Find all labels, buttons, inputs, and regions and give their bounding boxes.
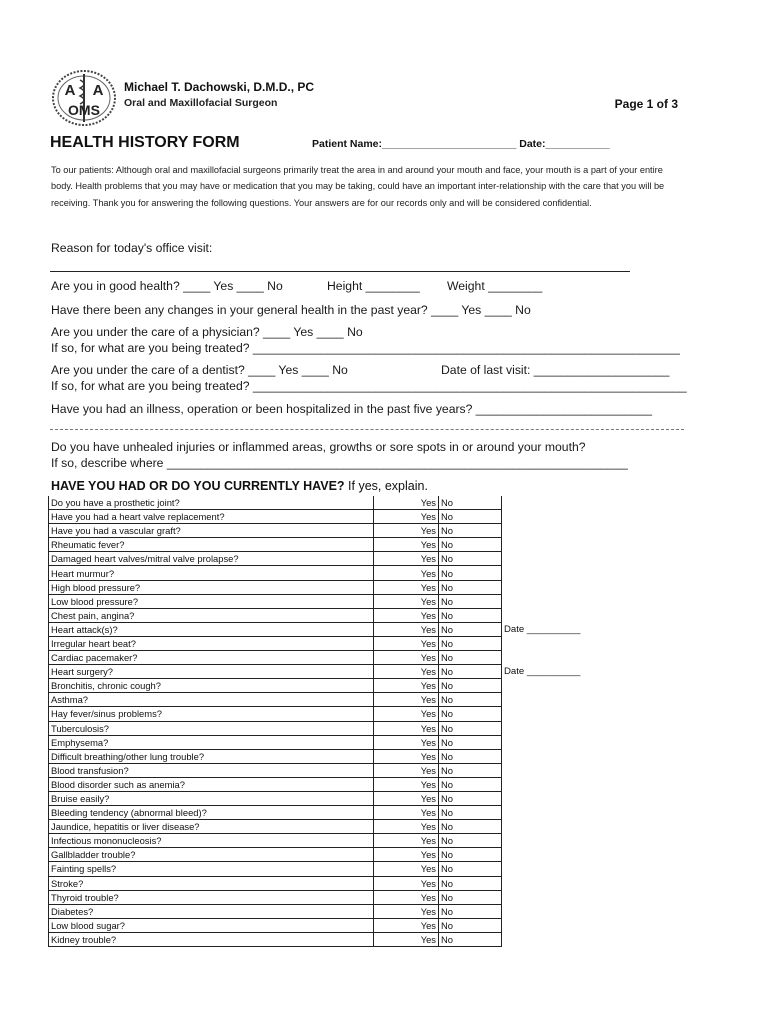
condition-label: Fainting spells?: [49, 862, 374, 876]
physician-treatment-field[interactable]: If so, for what are you being treated? _______________________________________________________________: [51, 341, 680, 355]
condition-yes-blank[interactable]: Yes: [374, 777, 439, 791]
condition-row: [49, 890, 502, 904]
condition-no-blank[interactable]: No: [439, 651, 502, 665]
condition-no-blank[interactable]: No: [439, 622, 502, 636]
condition-label: Jaundice, hepatitis or liver disease?: [49, 820, 374, 834]
condition-row: [49, 510, 502, 524]
condition-label: Gallbladder trouble?: [49, 848, 374, 862]
condition-no-blank[interactable]: No: [439, 820, 502, 834]
condition-row: [49, 918, 502, 932]
condition-yes-blank[interactable]: Yes: [374, 876, 439, 890]
doctor-title: Oral and Maxillofacial Surgeon: [124, 97, 278, 109]
intro-paragraph: To our patients: Although oral and maxillofacial surgeons primarily treat the area in and around your mouth and face, your mouth is a part of your entire body. Health problems that you may have or medication that you may be taking, could have an important inter-relationship with the care that you will be receiving. Thank you for answering the following questions. Your answers are for our records only and will be considered confidential.: [51, 165, 665, 208]
conditions-table: [48, 496, 502, 947]
condition-yes-blank[interactable]: Yes: [374, 820, 439, 834]
condition-label: Blood disorder such as anemia?: [49, 777, 374, 791]
condition-yes-blank[interactable]: Yes: [374, 763, 439, 777]
condition-row: [49, 608, 502, 622]
dentist-treatment-field[interactable]: If so, for what are you being treated? ________________________________________________________________: [51, 379, 687, 393]
condition-yes-blank[interactable]: Yes: [374, 594, 439, 608]
condition-no-blank[interactable]: No: [439, 707, 502, 721]
condition-row: [49, 665, 502, 679]
weight-field[interactable]: Weight ________: [447, 279, 543, 293]
condition-no-blank[interactable]: No: [439, 862, 502, 876]
good-health-question[interactable]: Are you in good health? ____ Yes ____ No: [51, 279, 283, 293]
condition-yes-blank[interactable]: Yes: [374, 651, 439, 665]
condition-no-blank[interactable]: No: [439, 665, 502, 679]
condition-row: [49, 580, 502, 594]
condition-row: [49, 496, 502, 510]
condition-yes-blank[interactable]: Yes: [374, 566, 439, 580]
condition-yes-blank[interactable]: Yes: [374, 636, 439, 650]
condition-row: [49, 566, 502, 580]
condition-no-blank[interactable]: No: [439, 890, 502, 904]
condition-label: Heart murmur?: [49, 566, 374, 580]
condition-date-field[interactable]: Date __________: [504, 666, 581, 678]
reason-label: Reason for today's office visit:: [51, 241, 213, 255]
logo-letter-a1: A: [64, 82, 76, 99]
condition-label: Low blood sugar?: [49, 918, 374, 932]
condition-row: [49, 820, 502, 834]
condition-row: [49, 721, 502, 735]
condition-label: Diabetes?: [49, 904, 374, 918]
condition-no-blank[interactable]: No: [439, 524, 502, 538]
condition-yes-blank[interactable]: Yes: [374, 707, 439, 721]
condition-no-blank[interactable]: No: [439, 777, 502, 791]
condition-label: High blood pressure?: [49, 580, 374, 594]
condition-label: Low blood pressure?: [49, 594, 374, 608]
condition-no-blank[interactable]: No: [439, 735, 502, 749]
condition-yes-blank[interactable]: Yes: [374, 932, 439, 946]
condition-yes-blank[interactable]: Yes: [374, 496, 439, 510]
condition-yes-blank[interactable]: Yes: [374, 806, 439, 820]
condition-no-blank[interactable]: No: [439, 693, 502, 707]
dentist-question[interactable]: Are you under the care of a dentist? ____ Yes ____ No: [51, 363, 348, 377]
condition-row: [49, 904, 502, 918]
condition-no-blank[interactable]: No: [439, 721, 502, 735]
condition-label: Kidney trouble?: [49, 932, 374, 946]
condition-row: [49, 763, 502, 777]
condition-yes-blank[interactable]: Yes: [374, 510, 439, 524]
condition-label: Emphysema?: [49, 735, 374, 749]
condition-label: Infectious mononucleosis?: [49, 834, 374, 848]
condition-row: [49, 749, 502, 763]
condition-label: Asthma?: [49, 693, 374, 707]
mouth-injuries-describe-field[interactable]: If so, describe where ____________________________________________________________________: [51, 456, 628, 470]
condition-yes-blank[interactable]: Yes: [374, 721, 439, 735]
condition-yes-blank[interactable]: Yes: [374, 622, 439, 636]
condition-no-blank[interactable]: No: [439, 918, 502, 932]
condition-yes-blank[interactable]: Yes: [374, 834, 439, 848]
condition-row: [49, 876, 502, 890]
condition-yes-blank[interactable]: Yes: [374, 904, 439, 918]
condition-no-blank[interactable]: No: [439, 763, 502, 777]
condition-row: [49, 791, 502, 805]
condition-yes-blank[interactable]: Yes: [374, 693, 439, 707]
page-number: Page 1 of 3: [614, 97, 678, 111]
condition-no-blank[interactable]: No: [439, 806, 502, 820]
condition-label: Have you had a vascular graft?: [49, 524, 374, 538]
condition-label: Rheumatic fever?: [49, 538, 374, 552]
condition-row: [49, 552, 502, 566]
condition-no-blank[interactable]: No: [439, 538, 502, 552]
logo-letter-a2: A: [92, 82, 104, 99]
condition-no-blank[interactable]: No: [439, 904, 502, 918]
condition-yes-blank[interactable]: Yes: [374, 580, 439, 594]
condition-label: Tuberculosis?: [49, 721, 374, 735]
last-visit-date-field[interactable]: Date of last visit: ____________________: [441, 363, 670, 377]
patient-name-date-field[interactable]: Patient Name:_______________________ Date:___________: [312, 138, 610, 150]
condition-label: Hay fever/sinus problems?: [49, 707, 374, 721]
condition-label: Stroke?: [49, 876, 374, 890]
condition-label: Do you have a prosthetic joint?: [49, 496, 374, 510]
condition-row: [49, 524, 502, 538]
condition-yes-blank[interactable]: Yes: [374, 538, 439, 552]
condition-label: Difficult breathing/other lung trouble?: [49, 749, 374, 763]
condition-no-blank[interactable]: No: [439, 608, 502, 622]
condition-no-blank[interactable]: No: [439, 791, 502, 805]
condition-row: [49, 538, 502, 552]
condition-yes-blank[interactable]: Yes: [374, 552, 439, 566]
condition-label: Bruise easily?: [49, 791, 374, 805]
conditions-heading-bold: HAVE YOU HAD OR DO YOU CURRENTLY HAVE?: [51, 479, 345, 493]
condition-yes-blank[interactable]: Yes: [374, 735, 439, 749]
condition-row: [49, 777, 502, 791]
condition-no-blank[interactable]: No: [439, 496, 502, 510]
mouth-injuries-question[interactable]: Do you have unhealed injuries or inflammed areas, growths or sore spots in or around your mouth?: [51, 440, 586, 454]
condition-label: Irregular heart beat?: [49, 636, 374, 650]
condition-yes-blank[interactable]: Yes: [374, 665, 439, 679]
condition-label: Chest pain, angina?: [49, 608, 374, 622]
condition-row: [49, 636, 502, 650]
conditions-heading-note: If yes, explain.: [344, 479, 428, 493]
reason-answer-line[interactable]: [50, 271, 630, 272]
condition-row: [49, 806, 502, 820]
illness-question[interactable]: Have you had an illness, operation or been hospitalized in the past five years? __________________________: [51, 402, 653, 416]
condition-row: [49, 932, 502, 946]
condition-label: Thyroid trouble?: [49, 890, 374, 904]
condition-row: [49, 622, 502, 636]
condition-no-blank[interactable]: No: [439, 834, 502, 848]
condition-no-blank[interactable]: No: [439, 580, 502, 594]
form-title: HEALTH HISTORY FORM: [50, 134, 240, 151]
condition-label: Heart attack(s)?: [49, 622, 374, 636]
condition-no-blank[interactable]: No: [439, 636, 502, 650]
condition-label: Damaged heart valves/mitral valve prolapse?: [49, 552, 374, 566]
health-changes-question[interactable]: Have there been any changes in your general health in the past year? ____ Yes ____ No: [51, 303, 531, 317]
condition-label: Bronchitis, chronic cough?: [49, 679, 374, 693]
condition-no-blank[interactable]: No: [439, 749, 502, 763]
condition-yes-blank[interactable]: Yes: [374, 862, 439, 876]
condition-row: [49, 693, 502, 707]
condition-yes-blank[interactable]: Yes: [374, 749, 439, 763]
condition-row: [49, 848, 502, 862]
condition-label: Heart surgery?: [49, 665, 374, 679]
condition-no-blank[interactable]: No: [439, 932, 502, 946]
condition-row: [49, 651, 502, 665]
condition-no-blank[interactable]: No: [439, 848, 502, 862]
condition-no-blank[interactable]: No: [439, 679, 502, 693]
logo-letters-oms: OMS: [68, 102, 100, 118]
condition-row: [49, 707, 502, 721]
doctor-name: Michael T. Dachowski, D.M.D., PC: [124, 80, 315, 94]
condition-row: [49, 862, 502, 876]
height-field[interactable]: Height ________: [327, 279, 420, 293]
condition-yes-blank[interactable]: Yes: [374, 608, 439, 622]
illness-answer-line[interactable]: [50, 429, 684, 430]
condition-no-blank[interactable]: No: [439, 510, 502, 524]
conditions-section-heading: [51, 479, 428, 493]
condition-yes-blank[interactable]: Yes: [374, 679, 439, 693]
physician-question[interactable]: Are you under the care of a physician? ____ Yes ____ No: [51, 325, 363, 339]
condition-yes-blank[interactable]: Yes: [374, 918, 439, 932]
aaoms-logo: [50, 68, 118, 128]
condition-date-field[interactable]: Date __________: [504, 623, 581, 635]
condition-label: Have you had a heart valve replacement?: [49, 510, 374, 524]
condition-no-blank[interactable]: No: [439, 876, 502, 890]
condition-no-blank[interactable]: No: [439, 594, 502, 608]
condition-yes-blank[interactable]: Yes: [374, 890, 439, 904]
condition-row: [49, 834, 502, 848]
condition-yes-blank[interactable]: Yes: [374, 791, 439, 805]
condition-no-blank[interactable]: No: [439, 552, 502, 566]
condition-row: [49, 594, 502, 608]
condition-yes-blank[interactable]: Yes: [374, 524, 439, 538]
condition-row: [49, 735, 502, 749]
condition-label: Bleeding tendency (abnormal bleed)?: [49, 806, 374, 820]
condition-row: [49, 679, 502, 693]
condition-label: Cardiac pacemaker?: [49, 651, 374, 665]
condition-yes-blank[interactable]: Yes: [374, 848, 439, 862]
condition-no-blank[interactable]: No: [439, 566, 502, 580]
condition-label: Blood transfusion?: [49, 763, 374, 777]
